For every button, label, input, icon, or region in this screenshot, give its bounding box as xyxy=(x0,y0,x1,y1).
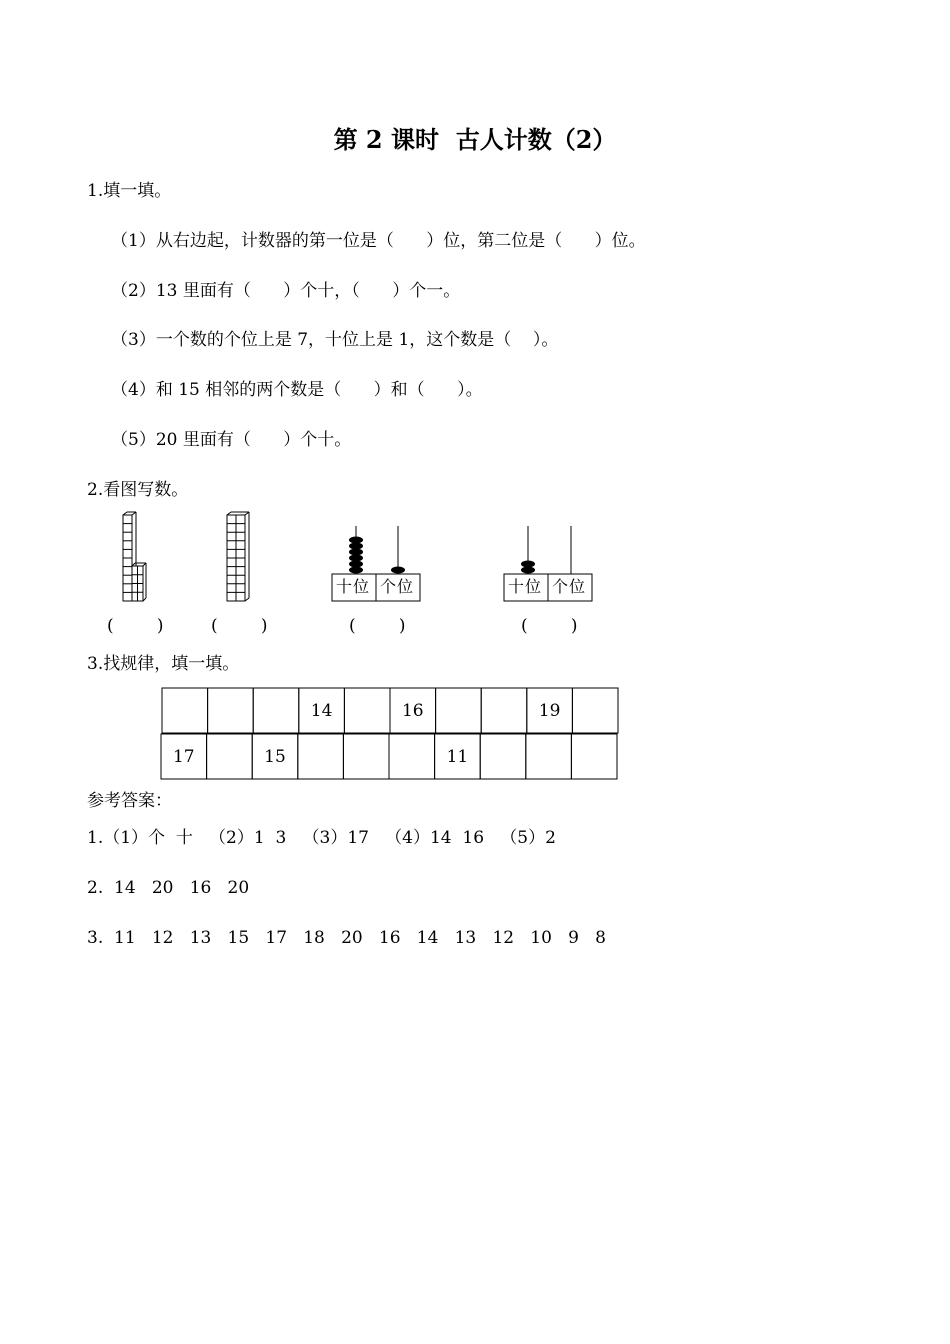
grid-cell xyxy=(298,734,344,779)
abacus-1-ones-label: 个位 xyxy=(380,577,415,596)
section-3-heading: 3.找规律，填一填。 xyxy=(87,654,240,674)
grid-cell xyxy=(253,688,299,733)
grid-cell xyxy=(344,688,390,733)
section-1-heading: 1.填一填。 xyxy=(87,181,172,201)
question-1-3: （3）一个数的个位上是 7，十位上是 1，这个数是（ ）。 xyxy=(111,330,559,350)
grid-cell xyxy=(526,734,572,779)
grid-cell xyxy=(162,688,208,733)
question-1-1: （1）从右边起，计数器的第一位是（ ）位，第二位是（ ）位。 xyxy=(111,231,646,251)
question-1-4: （4）和 15 相邻的两个数是（ ）和（ ）。 xyxy=(111,380,483,400)
answer-blank-1: ( ) xyxy=(107,616,164,636)
grid-cell-value: 11 xyxy=(446,747,469,767)
abacus-1-tens-beads xyxy=(349,537,363,574)
section-2-heading: 2.看图写数。 xyxy=(87,480,189,500)
grid-cell xyxy=(208,688,254,733)
grid-cell xyxy=(436,688,482,733)
abacus-2-tens-label: 十位 xyxy=(508,577,543,596)
answers-heading: 参考答案： xyxy=(87,791,172,811)
answer-line-3: 3. 11 12 13 15 17 18 20 16 14 13 12 10 9 8 xyxy=(87,928,606,948)
grid-cell xyxy=(481,688,527,733)
answer-line-2: 2. 14 20 16 20 xyxy=(87,878,250,898)
abacus-1-tens-label: 十位 xyxy=(336,577,371,596)
question-1-5: （5）20 里面有（ ）个十。 xyxy=(111,430,352,450)
answer-blank-3: ( ) xyxy=(349,616,406,636)
ten-rod-figure-2 xyxy=(227,512,249,601)
answer-blank-2: ( ) xyxy=(211,616,268,636)
answer-line-1: 1.（1）个 十 （2）1 3 （3）17 （4）14 16 （5）2 xyxy=(87,828,556,848)
answer-blank-4: ( ) xyxy=(521,616,578,636)
grid-cell-value: 16 xyxy=(401,701,424,721)
grid-cell-value: 17 xyxy=(172,747,195,767)
grid-cell xyxy=(343,734,389,779)
question-1-2: （2）13 里面有（ ）个十，（ ）个一。 xyxy=(111,281,461,301)
number-grid-row-2 xyxy=(161,734,617,779)
grid-cell-value: 14 xyxy=(310,701,333,721)
grid-cell-value: 15 xyxy=(264,747,286,767)
grid-cell xyxy=(480,734,526,779)
ten-rod-figure-1 xyxy=(123,512,146,601)
page-title: 第 2 课时 古人计数（2） xyxy=(333,125,617,154)
grid-cell xyxy=(207,734,253,779)
grid-cell-value: 19 xyxy=(538,701,561,721)
grid-cell xyxy=(571,734,617,779)
abacus-1-ones-bead xyxy=(391,567,405,574)
abacus-2-tens-beads xyxy=(521,561,535,574)
grid-cell xyxy=(389,734,435,779)
abacus-2-ones-label: 个位 xyxy=(552,577,587,596)
grid-cell xyxy=(572,688,618,733)
